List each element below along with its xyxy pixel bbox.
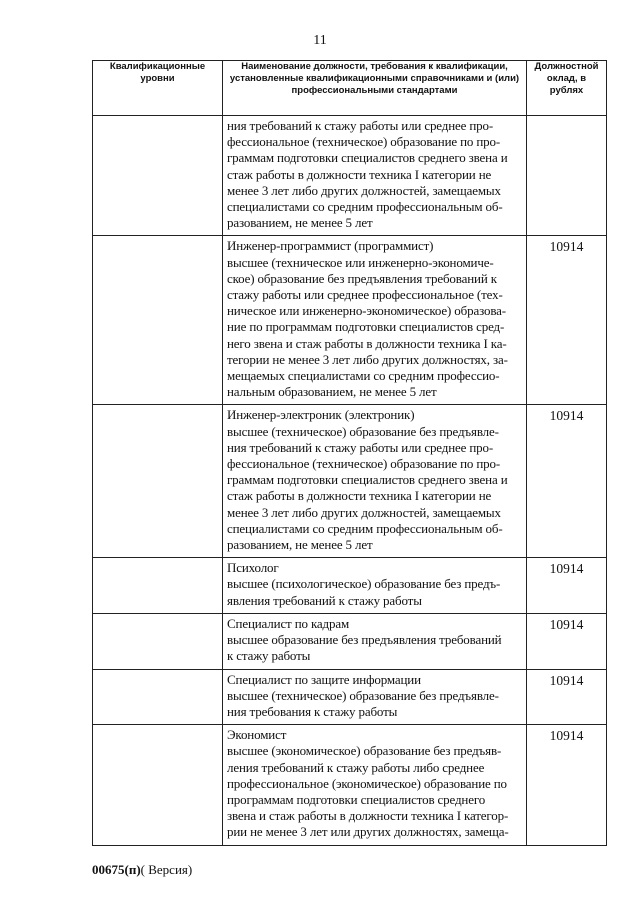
salary-value: 10914 — [549, 728, 584, 744]
salary-cell — [527, 558, 607, 614]
table-row — [93, 116, 607, 236]
requirement-line: фессиональное (техническое) образование по про- — [227, 456, 501, 472]
requirement-line: высшее (техническое) образование без предъявле- — [227, 687, 499, 703]
table-row — [93, 613, 607, 669]
footer-version: ( Версия) — [140, 862, 193, 877]
position-cell — [223, 405, 527, 558]
salary-value: 10914 — [549, 408, 584, 424]
table-row — [93, 558, 607, 614]
requirement-line: высшее (техническое) образование без предъявле- — [227, 423, 499, 439]
salary-cell — [527, 613, 607, 669]
requirement-line: ления требований к стажу работы либо среднее — [227, 759, 485, 775]
requirement-line: профессиональное (экономическое) образование по — [227, 775, 507, 791]
requirement-line: разованием, не менее 5 лет — [227, 215, 373, 231]
requirement-line: нальным образованием, не менее 5 лет — [227, 384, 437, 400]
level-cell — [93, 558, 223, 614]
position-cell — [223, 669, 527, 725]
requirement-line: него звена и стаж работы в должности техника I ка- — [227, 335, 507, 351]
header-position: Наименование должности, требования к квалификации, установленные квалификационными справочниками и (или) профессиональными стандартами — [223, 61, 527, 116]
position-cell — [223, 116, 527, 236]
page-number: 11 — [313, 33, 327, 48]
requirement-line: стажу работы или среднее профессиональное (тех- — [227, 287, 503, 303]
requirement-line: ское) образование без предъявления требований к — [227, 270, 497, 286]
salary-value: 10914 — [549, 561, 584, 577]
table-row — [93, 405, 607, 558]
requirement-line: ние по программам подготовки специалистов сред- — [227, 319, 505, 335]
requirement-line: ния требования к стажу работы — [227, 703, 398, 719]
position-title: Специалист по кадрам — [227, 615, 350, 631]
position-title: Специалист по защите информации — [227, 671, 421, 687]
requirement-line: высшее образование без предъявления требований — [227, 632, 502, 648]
position-cell — [223, 558, 527, 614]
salary-value: 10914 — [549, 239, 584, 255]
position-title: Инженер-программист (программист) — [227, 238, 434, 254]
position-title: Инженер-электроник (электроник) — [227, 407, 415, 423]
requirement-line: стаж работы в должности техника I категории не — [227, 488, 492, 504]
salary-cell — [527, 725, 607, 845]
requirement-line: граммам подготовки специалистов среднего звена и — [227, 150, 508, 166]
requirement-line: высшее (техническое или инженерно-экономиче- — [227, 254, 494, 270]
header-salary: Должностной оклад, в рублях — [527, 61, 607, 116]
requirement-line: стаж работы в должности техника I категории не — [227, 166, 492, 182]
requirement-line: рии не менее 3 лет или других должностях, замеща- — [227, 824, 509, 840]
position-cell — [223, 236, 527, 405]
position-cell — [223, 613, 527, 669]
level-cell — [93, 405, 223, 558]
salary-value: 10914 — [549, 616, 584, 632]
requirement-line: звена и стаж работы в должности техника I категор- — [227, 808, 509, 824]
requirement-line: менее 3 лет либо других должностей, замещаемых — [227, 504, 501, 520]
requirement-line: фессиональное (техническое) образование по про- — [227, 134, 501, 150]
requirement-line: ническое или инженерно-экономическое) образова- — [227, 303, 506, 319]
requirement-line: тегории не менее 3 лет либо других должностях, за- — [227, 351, 508, 367]
table-header-row — [93, 61, 607, 116]
table-row — [93, 725, 607, 845]
requirement-line: к стажу работы — [227, 648, 311, 664]
requirement-line: программам подготовки специалистов среднего — [227, 791, 486, 807]
salary-cell — [527, 116, 607, 236]
requirement-line: высшее (экономическое) образование без предъяв- — [227, 743, 502, 759]
footer-code: 00675(п) — [92, 862, 141, 877]
level-cell — [93, 236, 223, 405]
position-title: Психолог — [227, 560, 279, 576]
position-title: Экономист — [227, 727, 287, 743]
requirement-line: специалистами со средним профессиональным об- — [227, 199, 503, 215]
salary-cell — [527, 405, 607, 558]
requirement-line: высшее (психологическое) образование без предъ- — [227, 576, 501, 592]
requirement-line: менее 3 лет либо других должностей, замещаемых — [227, 182, 501, 198]
table-row — [93, 236, 607, 405]
salary-value — [527, 116, 606, 119]
requirement-line: граммам подготовки специалистов среднего звена и — [227, 472, 508, 488]
requirement-line: ния требований к стажу работы или среднее про- — [227, 118, 494, 133]
qualification-table — [92, 60, 607, 846]
level-cell — [93, 725, 223, 845]
level-cell — [93, 116, 223, 236]
salary-value: 10914 — [549, 672, 584, 688]
position-cell — [223, 725, 527, 845]
requirement-line: мещаемых специалистами со средним профессио- — [227, 368, 500, 384]
level-cell — [93, 613, 223, 669]
requirement-line: явления требований к стажу работы — [227, 592, 422, 608]
salary-cell — [527, 236, 607, 405]
requirement-line: специалистами со средним профессиональным об- — [227, 520, 503, 536]
level-cell — [93, 669, 223, 725]
document-footer — [92, 862, 192, 878]
table-row — [93, 669, 607, 725]
requirement-line: разованием, не менее 5 лет — [227, 537, 373, 553]
header-levels: Квалификационные уровни — [93, 61, 223, 116]
salary-cell — [527, 669, 607, 725]
requirement-line: ния требований к стажу работы или среднее про- — [227, 439, 494, 455]
